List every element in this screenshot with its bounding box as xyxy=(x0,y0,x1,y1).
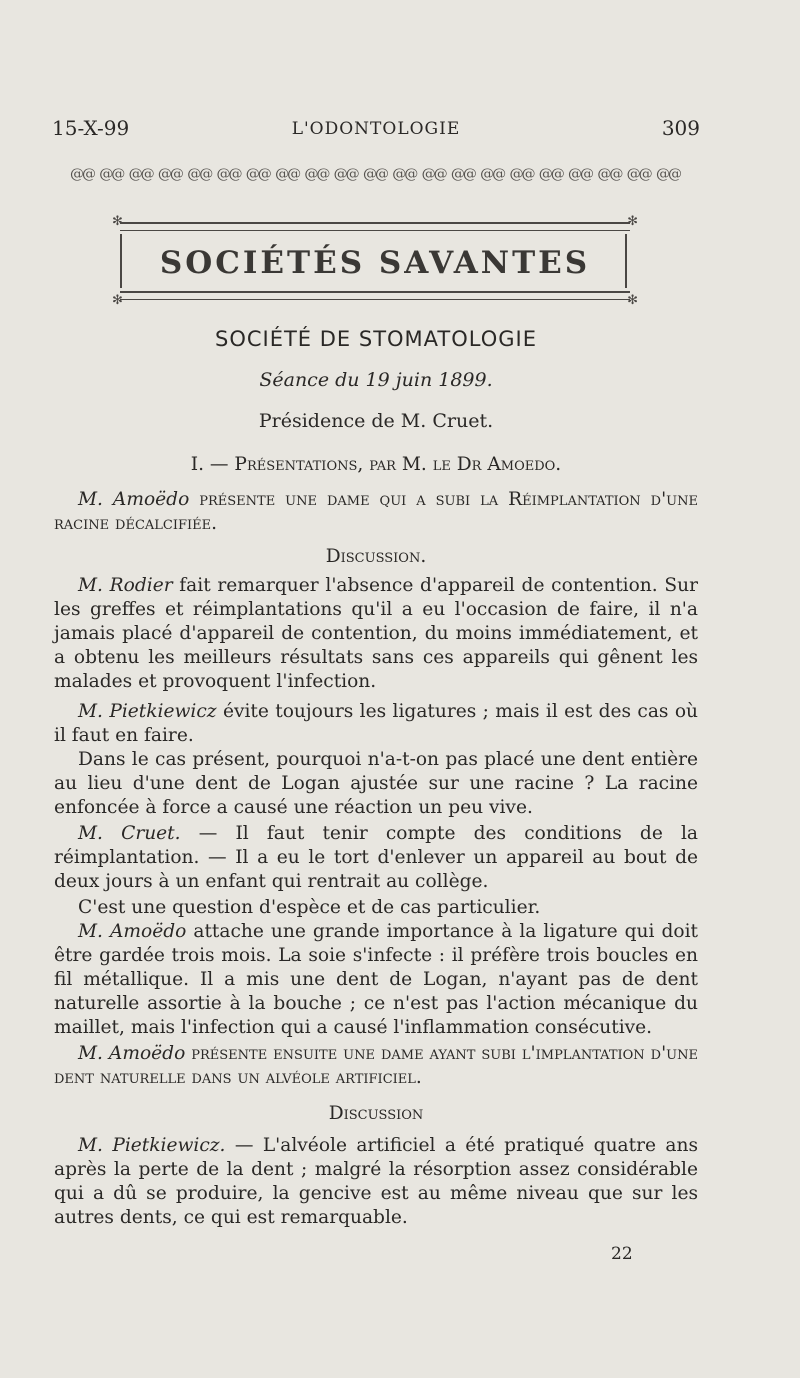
corner-ornament-icon: ✻ xyxy=(112,293,123,308)
section-title: SOCIÉTÉS SAVANTES xyxy=(159,245,591,281)
speaker-name: M. Amoëdo xyxy=(78,921,187,942)
ornament-glyph: @@ xyxy=(99,166,124,182)
speaker-name: M. Cruet. xyxy=(78,823,181,844)
speaker-name: M. Pietkiewicz. xyxy=(78,1135,226,1156)
paragraph-text: évite toujours les ligatures ; mais il est des cas où il faut en faire. xyxy=(54,701,698,746)
ornament-glyph: @@ xyxy=(275,166,300,182)
corner-ornament-icon: ✻ xyxy=(627,293,638,308)
ornament-glyph: @@ xyxy=(128,166,153,182)
discussion-heading xyxy=(54,545,698,569)
ornament-glyph: @@ xyxy=(421,166,446,182)
heading-text: I. — Présentations, par M. le Dr Amoedo. xyxy=(190,454,562,475)
paragraph xyxy=(54,1134,698,1230)
ornament-glyph: @@ xyxy=(245,166,270,182)
discussion-label: Discussion. xyxy=(325,546,427,567)
paragraph-text: attache une grande importance à la ligature qui doit être gardée trois mois. La soie s'infecte : il préfère trois boucles en fil métallique. Il a mis une dent de Logan, n'ayant pas de dent naturelle assortie à la bouche ; ce n'est pas l'action mécanique du maillet, mais l'infection qui a causé l'inflammation consécutive. xyxy=(54,921,699,1038)
paragraph-text: — L'alvéole artificiel a été pratiqué quatre ans après la perte de la dent ; malgré la résorption assez considérable qui a dû se produire, la gencive est au même niveau que sur les autres dents, ce qui est remarquable. xyxy=(54,1135,698,1228)
presidency-line: Présidence de M. Cruet. xyxy=(258,410,494,432)
ornament-glyph: @@ xyxy=(597,166,622,182)
header-date: 15-X-99 xyxy=(52,116,130,140)
ornament-glyph: @@ xyxy=(626,166,651,182)
paragraph xyxy=(54,822,698,894)
title-box-top-rule xyxy=(120,222,630,231)
signature-mark: 22 xyxy=(611,1244,633,1264)
ornament-glyph: @@ xyxy=(157,166,182,182)
speaker-name: M. Rodier xyxy=(78,575,173,596)
ornament-glyph: @@ xyxy=(392,166,417,182)
paragraph xyxy=(54,700,698,748)
speaker-name: M. Amoëdo xyxy=(78,1043,186,1064)
ornament-glyph: @@ xyxy=(568,166,593,182)
ornament-row xyxy=(70,166,680,186)
discussion-label: Discussion xyxy=(328,1103,424,1124)
session-date: Séance du 19 juin 1899. xyxy=(259,369,493,391)
ornament-glyph: @@ xyxy=(450,166,475,182)
page-number: 309 xyxy=(661,116,700,140)
paragraph xyxy=(54,920,698,1040)
corner-ornament-icon: ✻ xyxy=(627,214,638,229)
speaker-name: M. Amoëdo xyxy=(78,489,190,510)
ornament-glyph: @@ xyxy=(538,166,563,182)
ornament-glyph: @@ xyxy=(509,166,534,182)
paragraph: C'est une question d'espèce et de cas particulier. xyxy=(78,897,541,918)
ornament-glyph: @@ xyxy=(304,166,329,182)
discussion-heading xyxy=(54,1102,698,1126)
corner-ornament-icon: ✻ xyxy=(112,214,123,229)
ornament-glyph: @@ xyxy=(187,166,212,182)
running-header xyxy=(52,116,700,146)
ornament-glyph: @@ xyxy=(655,166,680,182)
paragraph-text: — Il faut tenir compte des conditions de la réimplantation. — Il a eu le tort d'enlever un appareil au bout de deux jours à un enfant qui rentrait au collège. xyxy=(54,823,698,892)
ornament-glyph: @@ xyxy=(362,166,387,182)
paragraph xyxy=(54,574,698,694)
title-box-bottom-rule xyxy=(120,291,630,300)
paragraph-text: fait remarquer l'absence d'appareil de contention. Sur les greffes et réimplantations qu'il a eu l'occasion de faire, il n'a jamais placé d'appareil de contention, du moins immédiatement, et a obtenu les meilleurs résultats sans ces appareils qui gênent les malades et provoquent l'infection. xyxy=(54,575,698,692)
paragraph: Dans le cas présent, pourquoi n'a-t-on pas placé une dent entière au lieu d'une dent de Logan ajustée sur une racine ? La racine enfoncée à force a causé une réaction un peu vive. xyxy=(54,749,698,818)
paragraph xyxy=(54,488,698,536)
paragraph xyxy=(54,1042,698,1090)
paragraph-text: présente une dame qui a subi la Réimplantation d'une racine décalcifiée. xyxy=(54,489,699,534)
ornament-glyph: @@ xyxy=(333,166,358,182)
ornament-glyph: @@ xyxy=(480,166,505,182)
ornament-glyph: @@ xyxy=(70,166,94,182)
society-name: SOCIÉTÉ DE STOMATOLOGIE xyxy=(215,327,537,351)
heading-presentations xyxy=(54,453,698,477)
speaker-name: M. Pietkiewicz xyxy=(78,701,217,722)
section-title-box xyxy=(112,214,638,308)
paragraph-text: présente ensuite une dame ayant subi l'implantation d'une dent naturelle dans un alvéole artificiel. xyxy=(54,1043,699,1088)
ornament-glyph: @@ xyxy=(216,166,241,182)
journal-title: L'ODONTOLOGIE xyxy=(291,119,461,139)
